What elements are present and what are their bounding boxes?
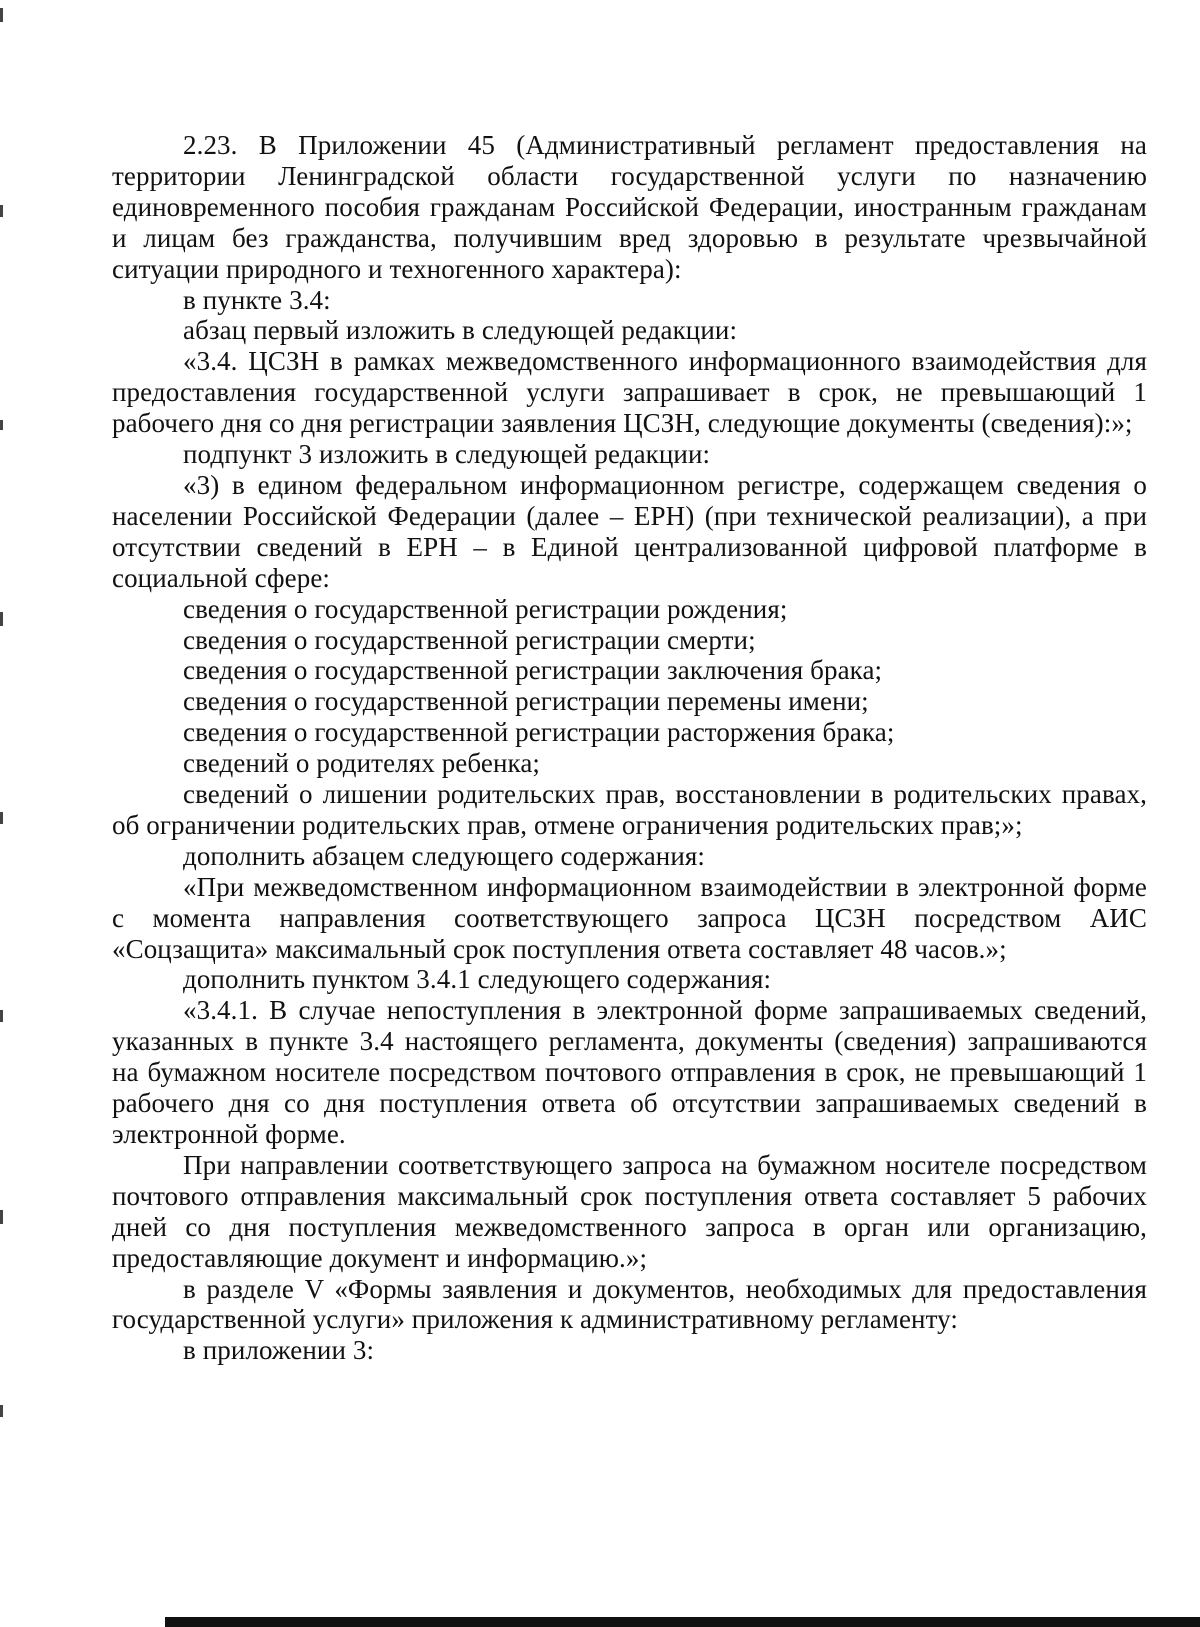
scan-margin-mark [0,205,3,217]
scan-margin-mark [0,812,3,824]
paragraph-appendix-3: в приложении 3: [183,1335,375,1366]
paragraph-3-4-1-text: «3.4.1. В случае непоступления в электронной форме запрашиваемых сведений, указанных в пункте 3.4 настоящего регламента, документы (сведения) запрашиваются на бумажном носителе посредством почтового отправления в срок, не превышающий 1 рабочего дня со дня поступления ответа об отсутствии запрашиваемых сведений в электронной форме. [112,995,1147,1149]
scan-margin-mark [0,420,3,430]
paragraph-electronic-interaction: «При межведомственном информационном взаимодействии в электронной форме с момента направления соответствующего запроса ЦСЗН посредством АИС «Соцзащита» максимальный срок поступления ответа составляет 48 часов.»; [112,871,1147,964]
paragraph-first-abzac: абзац первый изложить в следующей редакции: [183,315,738,346]
paragraph-add-item-3-4-1: дополнить пунктом 3.4.1 следующего содержания: [183,964,772,995]
list-item-death: сведения о государственной регистрации смерти; [183,624,756,655]
paragraph-subitem-3-text: «3) в едином федеральном информационном регистре, содержащем сведения о населении Российской Федерации (далее – ЕРН) (при технической реализации), а при отсутствии сведений в ЕРН – в Единой централизованной цифровой платформе в социальной сфере: [112,469,1147,593]
scan-margin-mark [0,1210,3,1224]
paragraph-subitem-3: подпункт 3 изложить в следующей редакции: [183,439,711,470]
paragraph-section-v: в разделе V «Формы заявления и документов, необходимых для предоставления государственной услуги» приложения к административному регламенту: [112,1273,1147,1335]
scan-bottom-edge [165,1617,1200,1627]
list-item-parents: сведений о родителях ребенка; [183,748,540,779]
scan-margin-mark [0,612,3,626]
list-item-parental-rights: сведений о лишении родительских прав, восстановлении в родительских правах, об ограничении родительских прав, отмене ограничения родительских прав;»; [112,779,1147,840]
list-item-name-change: сведения о государственной регистрации перемены имени; [183,686,869,717]
scan-margin-mark [0,8,3,22]
list-item-divorce: сведения о государственной регистрации расторжения брака; [183,717,895,748]
paragraph-3-4-text: «3.4. ЦСЗН в рамках межведомственного информационного взаимодействия для предоставления государственной услуги запрашивает в срок, не превышающий 1 рабочего дня со дня регистрации заявления ЦСЗН, следующие документы (сведения):»; [112,346,1147,439]
list-item-marriage: сведения о государственной регистрации заключения брака; [183,655,883,686]
paragraph-paper-request: При направлении соответствующего запроса на бумажном носителе посредством почтового отправления максимальный срок поступления ответа составляет 5 рабочих дней со дня поступления межведомственного запроса в орган или организацию, предоставляющие документ и информацию.»; [112,1149,1147,1273]
paragraph-item-3-4: в пункте 3.4: [183,284,331,315]
paragraph-2-23-heading: 2.23. В Приложении 45 (Административный регламент предоставления на территории Ленинградской области государственной услуги по назначению единовременного пособия гражданам Российской Федерации, иностранным гражданам и лицам без гражданства, получившим вред здоровью в результате чрезвычайной ситуации природного и техногенного характера): [112,130,1147,284]
paragraph-add-abzac: дополнить абзацем следующего содержания: [183,840,706,871]
scan-margin-mark [0,1010,3,1022]
document-body [112,130,1147,1366]
scan-margin-mark [0,1405,3,1417]
list-item-birth: сведения о государственной регистрации рождения; [183,593,788,624]
